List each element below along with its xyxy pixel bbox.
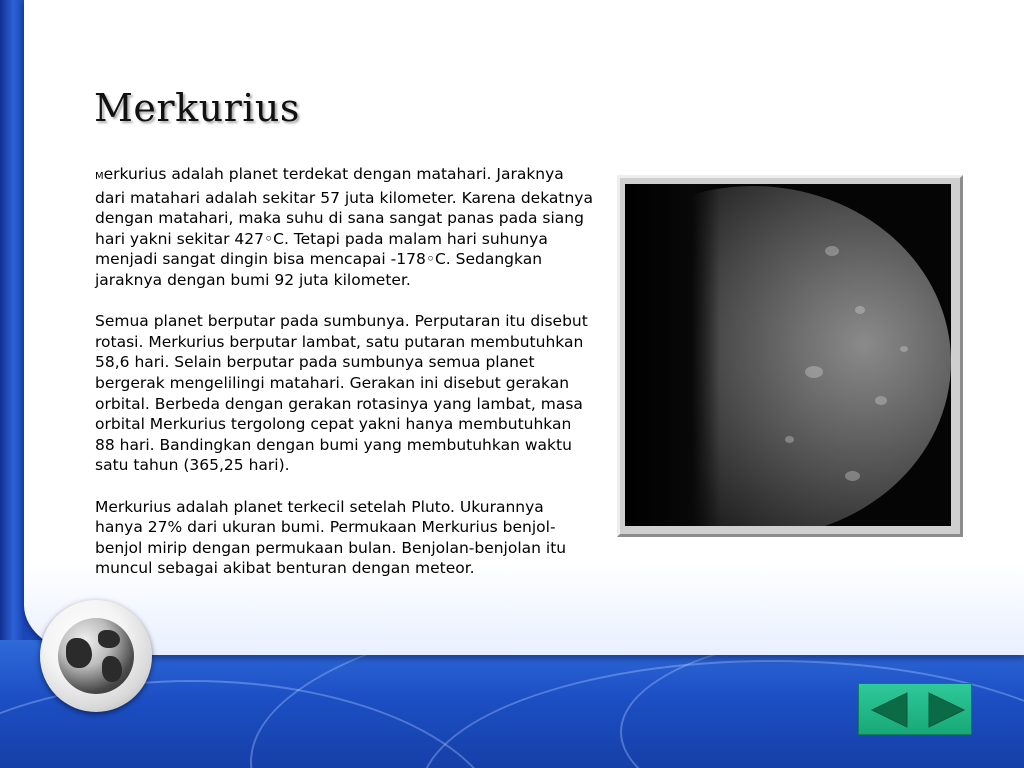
crater-spot bbox=[875, 396, 887, 405]
paragraph-1 bbox=[95, 164, 595, 291]
slide-body-text bbox=[95, 164, 595, 599]
globe-sphere bbox=[58, 618, 134, 694]
triangle-right-icon bbox=[926, 691, 966, 729]
crater-spot bbox=[825, 246, 839, 256]
crater-spot bbox=[785, 436, 794, 443]
slide-navigation bbox=[858, 683, 972, 735]
slide-title: Merkurius bbox=[94, 86, 300, 130]
mercury-photo bbox=[625, 184, 951, 526]
paragraph-1-first-letter: M bbox=[95, 171, 104, 182]
next-slide-button[interactable] bbox=[916, 684, 973, 734]
crater-spot bbox=[805, 366, 823, 378]
crater-spot bbox=[855, 306, 865, 314]
previous-slide-button[interactable] bbox=[859, 684, 916, 734]
globe-continent bbox=[102, 656, 122, 682]
paragraph-1-text: erkurius adalah planet terdekat dengan matahari. Jaraknya dari matahari adalah sekitar 57 juta kilometer. Karena dekatnya dengan matahari, maka suhu di sana sangat panas pada siang hari yakni sekitar 427◦C. Tetapi pada malam hari suhunya menjadi sangat dingin bisa mencapai -178◦C. Sedangkan jaraknya dengan bumi 92 juta kilometer. bbox=[95, 165, 593, 289]
triangle-left-icon bbox=[869, 691, 909, 729]
crater-spot bbox=[900, 346, 908, 352]
crater-spot bbox=[845, 471, 860, 481]
globe-continent bbox=[98, 630, 120, 648]
planet-night-side bbox=[625, 184, 720, 526]
globe-continent bbox=[66, 638, 92, 668]
mercury-photo-frame bbox=[617, 175, 963, 537]
globe-logo bbox=[40, 600, 152, 712]
paragraph-2: Semua planet berputar pada sumbunya. Perputaran itu disebut rotasi. Merkurius berputar lambat, satu putaran membutuhkan 58,6 hari. Selain berputar pada sumbunya semua planet bergerak mengelilingi matahari. Gerakan ini disebut gerakan orbital. Berbeda dengan gerakan rotasinya yang lambat, masa orbital Merkurius tergolong cepat yakni hanya membutuhkan 88 hari. Bandingkan dengan bumi yang membutuhkan waktu satu tahun (365,25 hari). bbox=[95, 312, 588, 475]
paragraph-3: Merkurius adalah planet terkecil setelah Pluto. Ukurannya hanya 27% dari ukuran bumi. Permukaan Merkurius benjol-benjol mirip dengan permukaan bulan. Benjolan-benjolan itu muncul sebagai akibat benturan dengan meteor. bbox=[95, 497, 567, 578]
